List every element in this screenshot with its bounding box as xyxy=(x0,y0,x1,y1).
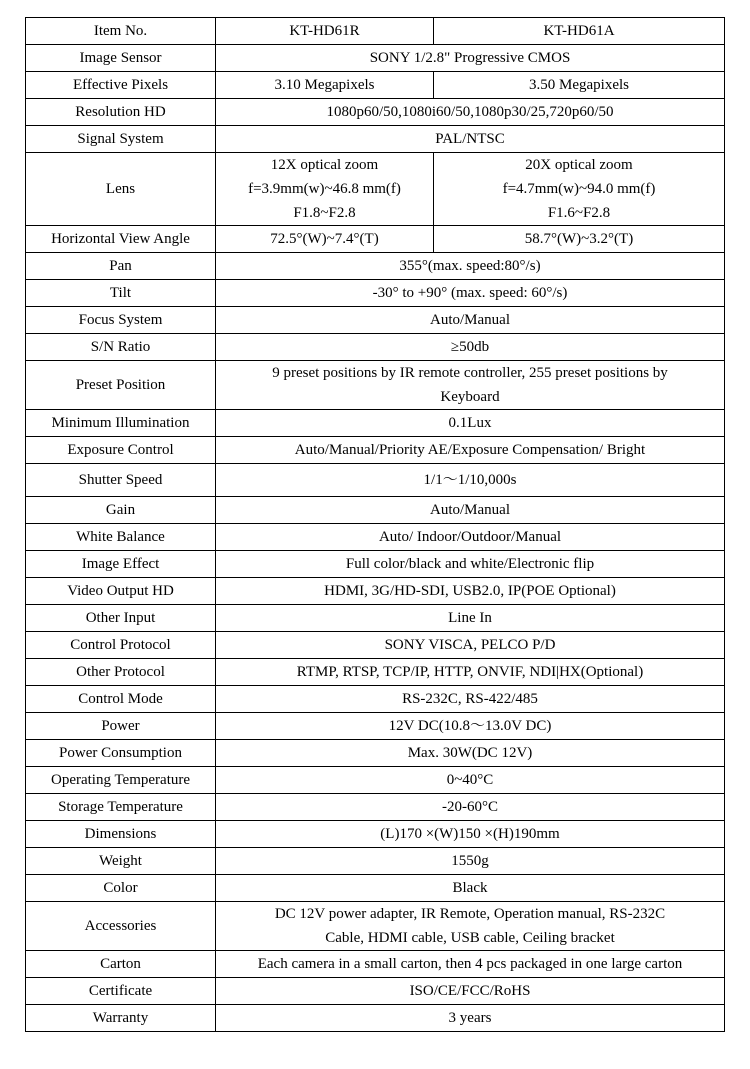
value-lens-a xyxy=(434,153,725,226)
model-kt-hd61r: KT-HD61R xyxy=(216,18,434,45)
row-label-storage-temp: Storage Temperature xyxy=(26,794,216,821)
value-exposure-control: Auto/Manual/Priority AE/Exposure Compensation/ Bright xyxy=(216,437,725,464)
preset-position-line-1: 9 preset positions by IR remote controller, 255 preset positions by xyxy=(272,365,668,381)
value-video-output: HDMI, 3G/HD-SDI, USB2.0, IP(POE Optional) xyxy=(216,578,725,605)
row-label-item-no: Item No. xyxy=(26,18,216,45)
value-power: 12V DC(10.8～13.0V DC) xyxy=(216,713,725,740)
value-other-protocol: RTMP, RTSP, TCP/IP, HTTP, ONVIF, NDI|HX(Optional) xyxy=(216,659,725,686)
model-kt-hd61a: KT-HD61A xyxy=(434,18,725,45)
table-row xyxy=(26,794,725,821)
table-row xyxy=(26,848,725,875)
value-weight: 1550g xyxy=(216,848,725,875)
value-control-mode: RS-232C, RS-422/485 xyxy=(216,686,725,713)
table-row xyxy=(26,280,725,307)
row-label-image-effect: Image Effect xyxy=(26,551,216,578)
value-carton: Each camera in a small carton, then 4 pcs packaged in one large carton xyxy=(216,951,725,978)
row-label-certificate: Certificate xyxy=(26,978,216,1005)
table-row xyxy=(26,686,725,713)
table-row xyxy=(26,226,725,253)
value-certificate: ISO/CE/FCC/RoHS xyxy=(216,978,725,1005)
row-label-tilt: Tilt xyxy=(26,280,216,307)
row-label-control-mode: Control Mode xyxy=(26,686,216,713)
table-row xyxy=(26,361,725,410)
table-row xyxy=(26,18,725,45)
row-label-other-input: Other Input xyxy=(26,605,216,632)
row-label-accessories: Accessories xyxy=(26,902,216,951)
row-label-effective-pixels: Effective Pixels xyxy=(26,72,216,99)
row-label-view-angle: Horizontal View Angle xyxy=(26,226,216,253)
table-row xyxy=(26,437,725,464)
lens-a-focal: f=4.7mm(w)~94.0 mm(f) xyxy=(502,181,656,197)
row-label-sn-ratio: S/N Ratio xyxy=(26,334,216,361)
value-shutter-speed: 1/1～1/10,000s xyxy=(216,464,725,497)
row-label-other-protocol: Other Protocol xyxy=(26,659,216,686)
value-control-protocol: SONY VISCA, PELCO P/D xyxy=(216,632,725,659)
lens-r-aperture: F1.8~F2.8 xyxy=(293,205,356,221)
accessories-line-1: DC 12V power adapter, IR Remote, Operation manual, RS-232C xyxy=(274,906,666,922)
value-signal-system: PAL/NTSC xyxy=(216,126,725,153)
table-row xyxy=(26,632,725,659)
value-view-angle-r: 72.5°(W)~7.4°(T) xyxy=(216,226,434,253)
row-label-weight: Weight xyxy=(26,848,216,875)
table-row xyxy=(26,713,725,740)
value-image-sensor: SONY 1/2.8" Progressive CMOS xyxy=(216,45,725,72)
value-effective-pixels-r: 3.10 Megapixels xyxy=(216,72,434,99)
table-row xyxy=(26,767,725,794)
table-row xyxy=(26,464,725,497)
value-pan: 355°(max. speed:80°/s) xyxy=(216,253,725,280)
table-row xyxy=(26,72,725,99)
row-label-color: Color xyxy=(26,875,216,902)
table-row xyxy=(26,821,725,848)
row-label-white-balance: White Balance xyxy=(26,524,216,551)
value-warranty: 3 years xyxy=(216,1005,725,1032)
lens-a-zoom: 20X optical zoom xyxy=(525,157,633,173)
table-row xyxy=(26,253,725,280)
lens-a-aperture: F1.6~F2.8 xyxy=(547,205,611,221)
row-label-gain: Gain xyxy=(26,497,216,524)
value-gain: Auto/Manual xyxy=(216,497,725,524)
table-row xyxy=(26,1005,725,1032)
value-min-illumination: 0.1Lux xyxy=(216,410,725,437)
table-row xyxy=(26,307,725,334)
value-sn-ratio: ≥50db xyxy=(216,334,725,361)
value-other-input: Line In xyxy=(216,605,725,632)
table-row xyxy=(26,524,725,551)
value-lens-r xyxy=(216,153,434,226)
row-label-operating-temp: Operating Temperature xyxy=(26,767,216,794)
value-power-consumption: Max. 30W(DC 12V) xyxy=(216,740,725,767)
table-row xyxy=(26,578,725,605)
value-accessories xyxy=(216,902,725,951)
row-label-warranty: Warranty xyxy=(26,1005,216,1032)
row-label-preset-position: Preset Position xyxy=(26,361,216,410)
value-view-angle-a: 58.7°(W)~3.2°(T) xyxy=(434,226,725,253)
value-operating-temp: 0~40°C xyxy=(216,767,725,794)
table-row xyxy=(26,45,725,72)
value-image-effect: Full color/black and white/Electronic flip xyxy=(216,551,725,578)
table-row xyxy=(26,126,725,153)
preset-position-line-2: Keyboard xyxy=(440,389,500,405)
spec-table xyxy=(25,17,725,1032)
table-row xyxy=(26,551,725,578)
table-row xyxy=(26,99,725,126)
value-dimensions: (L)170 ×(W)150 ×(H)190mm xyxy=(216,821,725,848)
row-label-min-illumination: Minimum Illumination xyxy=(26,410,216,437)
value-tilt: -30° to +90° (max. speed: 60°/s) xyxy=(216,280,725,307)
table-row xyxy=(26,410,725,437)
table-row xyxy=(26,153,725,226)
table-row xyxy=(26,334,725,361)
row-label-power-consumption: Power Consumption xyxy=(26,740,216,767)
value-white-balance: Auto/ Indoor/Outdoor/Manual xyxy=(216,524,725,551)
value-color: Black xyxy=(216,875,725,902)
table-row xyxy=(26,951,725,978)
value-resolution: 1080p60/50,1080i60/50,1080p30/25,720p60/50 xyxy=(216,99,725,126)
row-label-pan: Pan xyxy=(26,253,216,280)
table-row xyxy=(26,875,725,902)
table-row xyxy=(26,902,725,951)
value-preset-position xyxy=(216,361,725,410)
lens-r-focal: f=3.9mm(w)~46.8 mm(f) xyxy=(248,181,401,197)
table-row xyxy=(26,978,725,1005)
table-row xyxy=(26,497,725,524)
table-row xyxy=(26,659,725,686)
row-label-control-protocol: Control Protocol xyxy=(26,632,216,659)
row-label-power: Power xyxy=(26,713,216,740)
value-storage-temp: -20-60°C xyxy=(216,794,725,821)
row-label-signal-system: Signal System xyxy=(26,126,216,153)
value-focus-system: Auto/Manual xyxy=(216,307,725,334)
row-label-lens: Lens xyxy=(26,153,216,226)
row-label-focus-system: Focus System xyxy=(26,307,216,334)
row-label-exposure-control: Exposure Control xyxy=(26,437,216,464)
row-label-dimensions: Dimensions xyxy=(26,821,216,848)
table-row xyxy=(26,605,725,632)
row-label-video-output: Video Output HD xyxy=(26,578,216,605)
row-label-resolution: Resolution HD xyxy=(26,99,216,126)
row-label-shutter-speed: Shutter Speed xyxy=(26,464,216,497)
table-row xyxy=(26,740,725,767)
value-effective-pixels-a: 3.50 Megapixels xyxy=(434,72,725,99)
row-label-carton: Carton xyxy=(26,951,216,978)
lens-r-zoom: 12X optical zoom xyxy=(270,157,379,173)
row-label-image-sensor: Image Sensor xyxy=(26,45,216,72)
accessories-line-2: Cable, HDMI cable, USB cable, Ceiling bracket xyxy=(325,930,615,946)
